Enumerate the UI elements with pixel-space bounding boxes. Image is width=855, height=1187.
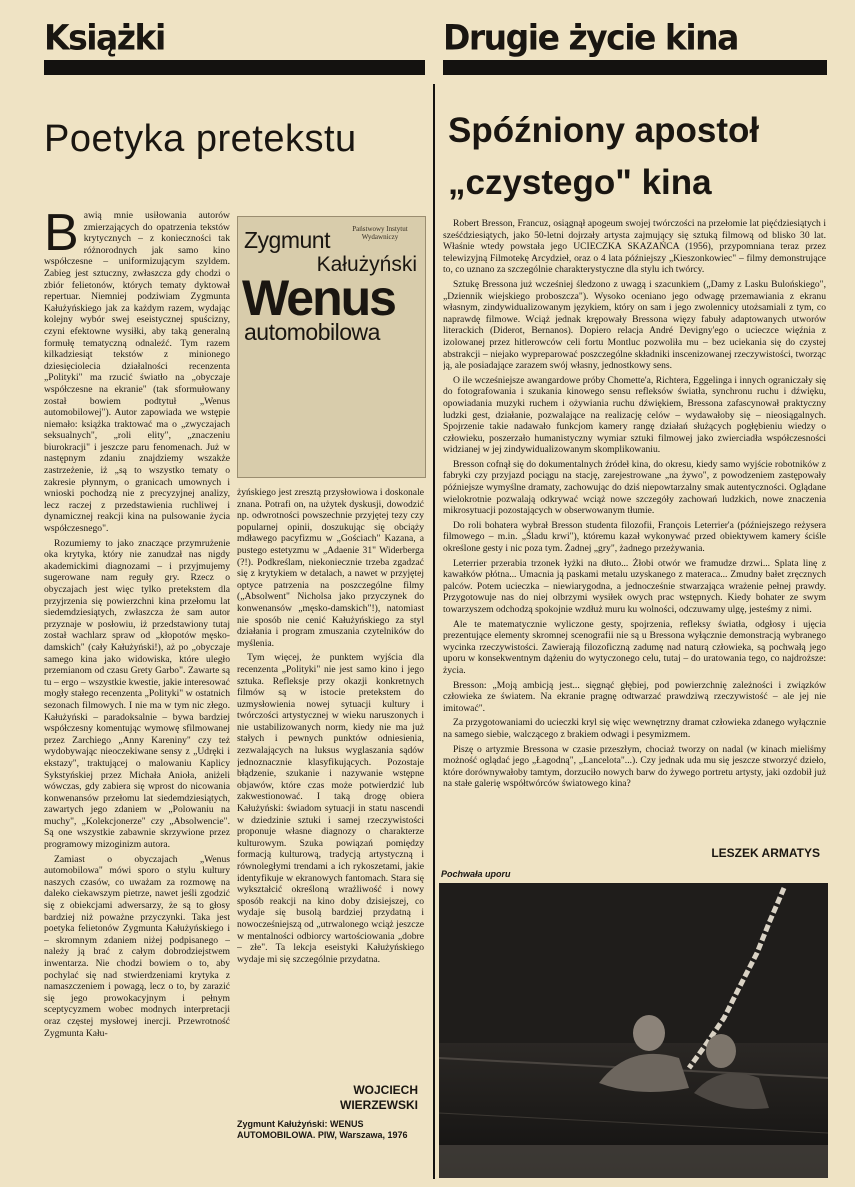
book-author-first: Zygmunt <box>244 227 330 253</box>
right-paragraph-5: Do roli bohatera wybrał Bresson studenta filozofii, François Leterrier'a (późniejszego reżysera filmowego – m.in. „Śladu krwi"), któremu kazał wykonywać przed obiektywem kamery ściśle określone gesty i nic poza tym. Żadnej „gry", żadnego przeżywania. <box>443 519 826 555</box>
left-article-author: WOJCIECH WIERZEWSKI <box>340 1083 418 1112</box>
left-paragraph-3: Zamiast o obyczajach „Wenus automobilowa" mówi sporo o stylu kultury naszych czasów, co uważam za rozmowę na daleko ciekawszym pietrze, nawet jeśli zgodzić się z obiekcjami adwersarzy, że są to głosy bardziej niż poważne przyczynki. Taka jest poetyka felietonów Zygmunta Kałużyńskiego i – skromnym zdaniem niżej podpisanego – należy ją brać z całym dobrodziejstwem inwentarza. Nie chodzi bowiem o to, aby pochylać się nad stwierdzeniami krytyka z namaszczeniem i powagą, lecz o to, by zarazić się jego prowokacyjnym i pełnym sceptycyzmem wobec modnych interpretacji oraz częstej mysłowej inercji. Przewrotność Zygmunta Kału- <box>44 853 230 1039</box>
left-paragraph-1: Bawią mnie usiłowania autorów zmierzających do opatrzenia tekstów krytycznych – z konieczności tak różnorodnych jak samo kino współczesne – uniformizującym szyldem. Zabieg jest sztuczny, zwłaszcza gdy chodzi o zbiór felietonów, których tematy dyktował repertuar. Niemniej podziwiam Zygmunta Kałużyńskiego jak za każdym razem, wydając kolejny wybór swej eseistycznej spuścizny, czyni efektowne wysiłki, aby taką generalną formułę tematyczną odnaleźć. Tym razem kilkadziesiąt tekstów z minionego dziesięciolecia działalności recenzenta „Polityki" ma rzucić światło na „obyczaje współczesne na ekranie" (tak sformułowany został bowiem podtytuł „Wenus automobilowej"). Autor zapowiada we wstępie niemało: książka traktować ma o „zwyczajach seksualnych", „roli elity", „znaczeniu biurokracji" i jeszcze paru fenomenach. Już w następnym zdaniu znajdziemy wszakże zastrzeżenie, iż „są to wszystko tematy o zakresie płynnym, o granicach umownych i wnioski pochodzą nie z precyzyjnej analizy, lecz raczej z przedstawienia ruchliwej i dynamicznej reakcji kina na pulsowanie życia współczesnego". <box>44 210 230 535</box>
section-label-books: Książki <box>44 17 165 58</box>
dropcap: B <box>44 210 79 262</box>
right-paragraph-2: Sztukę Bressona już wcześniej śledzono z uwagą i szacunkiem („Damy z Lasku Bulońskiego", „Dziennik wiejskiego proboszcza"). Wysoko oceniano jego odwagę przemawiania z ekranu własnym, zindywidualizowanym językiem, który on sam i jego zwolennicy utożsamiali z tym, co naprawdę filmowe. Wciąż jednak krępowały Bressona więzy fabuły adaptowanych utworów literackich (Diderot, Bernanos). Dopiero relacja André Devigny'ego o ucieczce więźnia z izolowanej przez hitlerowców celi fortu Montluc pozwoliła mu – bez uciekania się do czystej abstrakcji – niejako wypreparować poszczególne składniki inscenizowanej rzeczywistości, tworząc ją, ale posiadające zarazem swój własny, jednostkowy sens. <box>443 278 826 372</box>
left-article-title: Poetyka pretekstu <box>44 118 357 160</box>
book-title: Wenus <box>242 270 395 326</box>
right-paragraph-3: O ile wcześniejsze awangardowe próby Chomette'a, Richtera, Eggelinga i innych ograniczały się do fotografowania i szukania kinowego sensu refleksów światła, synchronu ruchu i dźwięku, opowiadania muzyki ruchem i ożywiania ruchu dźwiękiem, Bressona zafascynował praktyczny ludzki gest, działanie, pozwalające na realizację celów – wydawałoby się – nieosiągalnych. Spojrzenie takie nadawało funkcjom kamery rangę działań służących pogłębieniu wiedzy o człowieku, poszerzało humanistyczny wymiar sztuki filmowej jako zwierciadła współczesności widzianej w jej zindywidualizowanym skomplikowaniu. <box>443 374 826 456</box>
section-rule-left <box>44 60 425 75</box>
right-paragraph-6: Leterrier przerabia trzonek łyżki na dłuto... Żłobi otwór we framudze drzwi... Splata linę z kawałków płótna... Umacnia ją paskami metalu uzyskanego z materaca... Zmudny bałet zręcznych palców. Potem ucieczka – niewiarygodna, a jednocześnie stwarzająca wrażenie pełnej prawdy. Przygotowuje nas do niej olbrzymi wysiłek owych prac wstępnych. Kiedy bohater ze swym towarzyszem odchodzą spokojnie wzdłuż muru ku wolności, odczuwamy ulgę, jesteśmy z nimi. <box>443 557 826 615</box>
right-article-author: LESZEK ARMATYS <box>711 846 820 860</box>
right-paragraph-7: Ale te matematycznie wyliczone gesty, spojrzenia, refleksy światła, odgłosy i ujęcia prezentujące elementy skromnej scenografii nie są u Bressona wyłącznie demonstracją wybranego wycinka rzeczywistości. Zawierają filozoficzną zadumę nad naturą człowieka, są pochwałą jego uporu w konsekwentnym dążeniu do wytyczonego celu, tutaj – do uratowania tego, co najdroższe: życia. <box>443 618 826 676</box>
section-label-cinema: Drugie życie kina <box>443 17 738 58</box>
left-article-column-2 <box>237 487 424 1027</box>
book-author-last: Kałużyński <box>316 253 417 276</box>
right-paragraph-8: Bresson: „Moją ambicją jest... sięgnąć głębiej, pod powierzchnię zależności i związków człowieka ze światem. Na ekranie pragnę odtwarzać prawdziwą rzeczywistość – ale jej nie imitować". <box>443 679 826 714</box>
right-paragraph-4: Bresson cofnął się do dokumentalnych źródeł kina, do okresu, kiedy samo wyjście robotników z fabryki czy przyjazd pociągu na stację, zarejestrowane „na żywo", z powodzeniem zastępowały późniejsze wymyślne dramaty, zachowując do dziś niepowtarzalny smak autentyczności. Oglądane wielokrotnie pozwalają odkrywać wciąż nowe szczegóły zachowań ludzkich, nowe znaczenia mikrosytuacji pozostających w obserwowanym tłumie. <box>443 458 826 517</box>
left-paragraph-4: żyńskiego jest zresztą przysłowiowa i doskonale znana. Potrafi on, na użytek dyskusji, dowodzić np. odwrotności powszechnie przyjętej tezy czy popularnej opinii, doszukując się obciąży mdławego pacyfizmu w „Gościach" Kazana, a pustego estetyzmu w „Adaenie 31" Widerberga (?!). Podkreślam, niekoniecznie trzeba zgadzać się z krytykiem w detalach, a nawet w przyjętej optyce patrzenia na poszczególne filmy („Absolwent" Nicholsa jako przyczynek do konwenansów „męsko-damskich"!), natomiast nie sposób nie cenić Kałużyńskiego za styl działania i program zmuszania czytelników do myślenia. <box>237 487 424 649</box>
right-paragraph-10: Piszę o artyzmie Bressona w czasie przeszłym, chociaż tworzy on nadal (w kinach mieliśmy możność oglądać jego „Łagodną", „Lancelota"...). Czy jednak uda mu się jeszcze stworzyć dzieło, które dorównywałoby tamtym, dorzuciło nowych barw do żywego portretu artysty, jaki ozdobił już na stałe galerię współtwórców światowego kina? <box>443 743 826 790</box>
section-rule-right <box>443 60 827 75</box>
right-article-body <box>443 218 826 838</box>
book-cover-image <box>237 216 426 478</box>
book-publisher: Państwowy Instytut Wydawniczy <box>352 225 408 241</box>
film-still-photo <box>439 883 828 1178</box>
film-still-graphic <box>439 883 828 1178</box>
column-divider <box>433 84 435 1179</box>
left-paragraph-2: Rozumiemy to jako znaczące przymrużenie oka krytyka, który nie zanudzał nas nigdy akademickimi diagnozami – i przyjmujemy sugerowane nam reguły gry. Rzecz o obyczajach jest więc tylko pretekstem dla przyjrzenia się powierzchni kina przełomu lat siedemdziesiątych, zwłaszcza że sam autor przyznaje w posłowiu, iż przedstawiony tutaj został wachlarz spraw od „kłopotów męsko-damskich" (cały Kałużyński!), aż po „obyczaje samego kina jako widowiska, które uległo przemianom od czasu Grety Garbo". Zawarte są tu – ergo – wszystkie kwestie, jakie interesować mogły stałego recenzenta „Polityki" w ostatnich sezonach filmowych. I nie ma w tym nic złego. Kałużyński – paradoksalnie – bywa bardziej współczesny komentując wymowę sfilmowanej przez Zarchiego „Anny Kareniny" czy też wydobywając nieoczekiwane sensy z „Udręki i ekstazy", traktującej o malowaniu Kaplicy Sykstyńskiej przez Michała Anioła, aniżeli wówczas, gdy zabiera się wprost do nicowania konwenansów przełomu lat siedemdziesiątych, zawartych jego zdaniem w „Polowaniu na muchy", „Kolekcjonerze" czy „Absolwencie". Są one wszystkie zabawnie skrzywione przez programowy mizoginizm autora. <box>44 537 230 851</box>
book-subtitle: automobilowa <box>244 319 380 345</box>
book-caption: Zygmunt Kałużyński: WENUS AUTOMOBILOWA. PIW, Warszawa, 1976 <box>237 1119 408 1140</box>
right-article-title: Spóźniony apostoł „czystego" kina <box>448 111 760 202</box>
left-paragraph-5: Tym więcej, że punktem wyjścia dla recenzenta „Polityki" nie jest samo kino i jego sztuka. Refleksje przy okazji konkretnych filmów są w istocie pretekstem do uzmysłowienia nowej sytuacji kultury i twórczości artystycznej w wieku naruszonych i nie ustabilizowanych norm, kiedy nie ma już stałych i pewnych punktów odniesienia, zezwalających na luksus wyglaszania sądów jednoznacznie klasyfikujących. Pozostaje błądzenie, szukanie i nazywanie wstępne objawów, które czas może potwierdzić lub zakwestionować. I taką drogę obiera Kałużyński: świadom sytuacji in statu nascendi w dziedzinie sztuki i samej rzeczywistości proponuje własne diagnozy o charakterze kulturowym. Szuka powiązań pomiędzy formacją kulturową, tradycją artystyczną i równoległymi trendami a ich rykoszetami, jakie identyfikuje w ekranowych fantomach. Stara się wykształcić określoną wrażliwość i nowy sposób reakcji na kino doby dzisiejszej, co wydaje się busolą bardziej przydatną i nowocześniejszą od „utrwalonego wciąż jeszcze w mentalności odbiorcy wartościowania „dobre – złe". Ta lekcja eseistyki Kałużyńskiego wydaje mi się szczególnie przydatna. <box>237 652 424 965</box>
right-paragraph-9: Za przygotowaniami do ucieczki kryl się więc wewnętrzny dramat człowieka zdanego wyłącznie na samego siebie, walczącego z brakiem odwagi i pesymizmem. <box>443 717 826 740</box>
left-article-column-1 <box>44 210 230 1145</box>
right-paragraph-1: Robert Bresson, Francuz, osiągnął apogeum swojej twórczości na przełomie lat pięćdziesiątych i sześćdziesiątych, jako 50-letni dojrzały artysta zajmujący się sztuką filmową od blisko 30 lat. Właśnie wtedy powstała jego UCIECZKA SKAZAŃCA (1956), przypomniana teraz przez telewizyjną Filmotekę Arcydzieł, oraz o 4 lata późniejszy „Kieszonkowiec" – filmy demonstrujące to, co uznano za szczególnie charakterystyczne dla stylu ich twórcy. <box>443 218 826 276</box>
photo-caption: Pochwała uporu <box>441 869 511 879</box>
